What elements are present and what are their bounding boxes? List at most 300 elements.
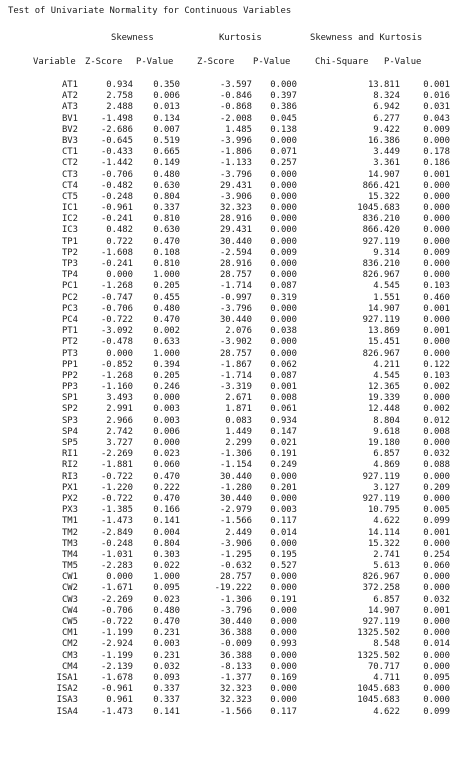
table-row [0,617,474,628]
kurtosis-pvalue-cell: 0.045 [270,113,297,124]
kurtosis-pvalue-cell: 0.000 [270,628,297,639]
skewness-pvalue-cell: 0.455 [153,292,180,303]
table-row [0,460,474,471]
kurtosis-pvalue-cell: 0.000 [270,617,297,627]
header-skewness-pvalue: P-Value [136,57,174,67]
kurtosis-pvalue-cell: 0.000 [270,583,297,594]
skewness-pvalue-cell: 0.630 [153,225,180,236]
chi-square-cell: 6.942 [373,102,400,113]
chi-square-cell: 15.322 [367,538,400,549]
chi-square-cell: 927.119 [362,314,400,325]
variable-cell: CT1 [61,147,78,158]
kurtosis-zscore-cell: -1.295 [219,549,252,560]
kurtosis-zscore-cell: -1.377 [219,672,252,683]
chi-square-cell: 826.967 [362,572,400,583]
kurtosis-zscore-cell: 2.076 [225,326,252,337]
chi-square-pvalue-cell: 0.000 [423,695,450,706]
kurtosis-zscore-cell: -1.306 [219,594,252,605]
chi-square-pvalue-cell: 0.005 [423,505,450,516]
table-row [0,248,474,259]
skewness-zscore-cell: -1.385 [100,505,133,516]
table-row [0,595,474,606]
variable-cell: ISA3 [56,695,78,706]
table-row [0,125,474,136]
kurtosis-pvalue-cell: 0.000 [270,169,297,180]
variable-cell: CM2 [61,639,78,650]
kurtosis-zscore-cell: 30.440 [219,471,252,482]
table-row [0,147,474,158]
kurtosis-zscore-cell: -1.714 [219,370,252,381]
kurtosis-pvalue-cell: 0.000 [270,695,297,706]
kurtosis-zscore-cell: 1.871 [225,404,252,415]
skewness-zscore-cell: 0.934 [106,80,133,90]
table-row [0,225,474,236]
skewness-pvalue-cell: 0.337 [153,695,180,706]
skewness-zscore-cell: -1.881 [100,460,133,471]
skewness-pvalue-cell: 0.141 [153,516,180,527]
table-row [0,684,474,695]
chi-square-cell: 19.339 [367,393,400,404]
skewness-pvalue-cell: 0.350 [153,80,180,90]
kurtosis-zscore-cell: -1.306 [219,449,252,460]
variable-cell: PX1 [61,482,78,493]
variable-cell: PC2 [61,292,78,303]
variable-cell: PC4 [61,314,78,325]
variable-cell: RI2 [61,460,78,471]
skewness-pvalue-cell: 0.004 [153,527,180,538]
table-row [0,550,474,561]
kurtosis-pvalue-cell: 0.201 [270,482,297,493]
skewness-pvalue-cell: 0.303 [153,549,180,560]
kurtosis-pvalue-cell: 0.319 [270,292,297,303]
variable-cell: PP2 [61,370,78,381]
header-kurtosis-zscore: Z-Score [197,57,235,67]
variable-cell: CW4 [61,605,78,616]
kurtosis-pvalue-cell: 0.386 [270,102,297,113]
table-row [0,516,474,527]
kurtosis-pvalue-cell: 0.000 [270,135,297,146]
chi-square-pvalue-cell: 0.000 [423,180,450,191]
kurtosis-zscore-cell: -0.846 [219,91,252,102]
chi-square-cell: 19.180 [367,438,400,448]
chi-square-pvalue-cell: 0.016 [423,91,450,102]
variable-cell: AT1 [61,80,78,90]
skewness-pvalue-cell: 0.630 [153,180,180,191]
table-row [0,80,474,91]
variable-cell: BV1 [61,113,78,124]
chi-square-pvalue-cell: 0.000 [423,236,450,247]
kurtosis-pvalue-cell: 0.257 [270,158,297,169]
skewness-zscore-cell: -0.706 [100,169,133,180]
kurtosis-pvalue-cell: 0.000 [270,270,297,281]
group-header-kurtosis: Kurtosis [219,33,262,43]
kurtosis-pvalue-cell: 0.117 [270,516,297,527]
kurtosis-pvalue-cell: 0.000 [270,650,297,661]
chi-square-pvalue-cell: 0.186 [423,158,450,169]
skewness-zscore-cell: -0.241 [100,259,133,269]
chi-square-cell: 14.907 [367,605,400,616]
chi-square-cell: 6.857 [373,594,400,605]
variable-cell: ISA4 [56,706,78,717]
variable-cell: PC3 [61,303,78,314]
kurtosis-pvalue-cell: 0.014 [270,527,297,538]
chi-square-cell: 15.322 [367,191,400,202]
kurtosis-pvalue-cell: 0.008 [270,393,297,404]
chi-square-cell: 8.324 [373,91,400,102]
variable-cell: PC1 [61,281,78,292]
kurtosis-zscore-cell: -19.222 [214,583,252,594]
chi-square-pvalue-cell: 0.000 [423,438,450,448]
chi-square-cell: 4.711 [373,672,400,683]
skewness-pvalue-cell: 1.000 [153,572,180,583]
skewness-zscore-cell: -3.092 [100,326,133,337]
kurtosis-zscore-cell: 29.431 [219,180,252,191]
chi-square-pvalue-cell: 0.031 [423,102,450,113]
kurtosis-zscore-cell: -3.319 [219,382,252,393]
chi-square-pvalue-cell: 0.032 [423,594,450,605]
kurtosis-zscore-cell: -1.714 [219,281,252,292]
variable-cell: CM4 [61,661,78,672]
skewness-zscore-cell: -2.269 [100,594,133,605]
kurtosis-zscore-cell: -0.868 [219,102,252,113]
kurtosis-zscore-cell: -0.009 [219,639,252,650]
kurtosis-zscore-cell: 28.757 [219,572,252,583]
table-row [0,416,474,427]
kurtosis-pvalue-cell: 0.249 [270,460,297,471]
chi-square-pvalue-cell: 0.122 [423,359,450,370]
skewness-zscore-cell: -0.248 [100,538,133,549]
chi-square-pvalue-cell: 0.000 [423,684,450,695]
table-row [0,102,474,113]
skewness-zscore-cell: 0.482 [106,225,133,236]
chi-square-cell: 836.210 [362,259,400,269]
chi-square-cell: 4.869 [373,460,400,471]
group-header-skewness-kurtosis: Skewness and Kurtosis [310,33,423,43]
table-row [0,181,474,192]
table-row [0,192,474,203]
chi-square-pvalue-cell: 0.000 [423,337,450,348]
chi-square-cell: 9.618 [373,426,400,437]
kurtosis-zscore-cell: -1.806 [219,147,252,158]
header-kurtosis-pvalue: P-Value [253,57,291,67]
table-row [0,326,474,337]
chi-square-pvalue-cell: 0.002 [423,382,450,393]
skewness-pvalue-cell: 0.470 [153,471,180,482]
chi-square-cell: 927.119 [362,493,400,504]
table-row [0,695,474,706]
kurtosis-zscore-cell: -2.594 [219,247,252,258]
skewness-zscore-cell: -1.498 [100,113,133,124]
chi-square-pvalue-cell: 0.000 [423,135,450,146]
table-row [0,539,474,550]
table-row [0,393,474,404]
chi-square-pvalue-cell: 0.000 [423,225,450,236]
skewness-zscore-cell: 2.991 [106,404,133,415]
table-row [0,203,474,214]
skewness-pvalue-cell: 0.519 [153,135,180,146]
kurtosis-pvalue-cell: 0.191 [270,594,297,605]
kurtosis-zscore-cell: -1.566 [219,706,252,717]
skewness-zscore-cell: -0.852 [100,359,133,370]
table-row [0,136,474,147]
skewness-pvalue-cell: 0.337 [153,203,180,214]
skewness-zscore-cell: -1.473 [100,706,133,717]
chi-square-pvalue-cell: 0.008 [423,426,450,437]
kurtosis-zscore-cell: 2.449 [225,527,252,538]
kurtosis-zscore-cell: -3.796 [219,605,252,616]
skewness-zscore-cell: 2.966 [106,415,133,426]
variable-cell: CT2 [61,158,78,169]
chi-square-cell: 14.114 [367,527,400,538]
header-chi-square: Chi-Square [315,57,369,67]
chi-square-pvalue-cell: 0.000 [423,583,450,594]
skewness-zscore-cell: -2.686 [100,124,133,135]
skewness-pvalue-cell: 0.810 [153,259,180,269]
chi-square-cell: 12.448 [367,404,400,415]
chi-square-pvalue-cell: 0.001 [423,527,450,538]
skewness-zscore-cell: -0.433 [100,147,133,158]
kurtosis-pvalue-cell: 0.527 [270,561,297,572]
variable-cell: BV2 [61,124,78,135]
variable-cell: SP5 [61,438,78,448]
kurtosis-pvalue-cell: 0.169 [270,672,297,683]
chi-square-pvalue-cell: 0.032 [423,449,450,460]
chi-square-cell: 5.613 [373,561,400,572]
chi-square-cell: 8.804 [373,415,400,426]
chi-square-pvalue-cell: 0.254 [423,549,450,560]
skewness-zscore-cell: -1.160 [100,382,133,393]
skewness-zscore-cell: -1.268 [100,370,133,381]
variable-cell: RI1 [61,449,78,460]
variable-cell: ISA2 [56,684,78,695]
table-row [0,315,474,326]
variable-cell: BV3 [61,135,78,146]
chi-square-pvalue-cell: 0.000 [423,203,450,214]
variable-cell: IC3 [61,225,78,236]
kurtosis-pvalue-cell: 0.000 [270,214,297,225]
table-row [0,91,474,102]
chi-square-cell: 15.451 [367,337,400,348]
skewness-zscore-cell: 0.000 [106,270,133,281]
skewness-pvalue-cell: 0.470 [153,493,180,504]
kurtosis-zscore-cell: 36.388 [219,628,252,639]
chi-square-cell: 4.211 [373,359,400,370]
skewness-pvalue-cell: 0.166 [153,505,180,516]
kurtosis-zscore-cell: 32.323 [219,203,252,214]
kurtosis-pvalue-cell: 0.087 [270,281,297,292]
table-row [0,639,474,650]
variable-cell: CW2 [61,583,78,594]
variable-cell: TP3 [61,259,78,269]
chi-square-pvalue-cell: 0.209 [423,482,450,493]
variable-cell: CW5 [61,617,78,627]
chi-square-pvalue-cell: 0.001 [423,169,450,180]
variable-cell: TP4 [61,270,78,281]
skewness-zscore-cell: 2.488 [106,102,133,113]
skewness-zscore-cell: -1.608 [100,247,133,258]
skewness-zscore-cell: -0.722 [100,617,133,627]
skewness-zscore-cell: -0.961 [100,684,133,695]
variable-cell: SP3 [61,415,78,426]
variable-cell: PT2 [61,337,78,348]
chi-square-cell: 4.622 [373,516,400,527]
skewness-pvalue-cell: 0.231 [153,650,180,661]
chi-square-cell: 14.907 [367,169,400,180]
kurtosis-pvalue-cell: 0.000 [270,538,297,549]
skewness-pvalue-cell: 0.480 [153,605,180,616]
kurtosis-zscore-cell: 28.916 [219,214,252,225]
table-row [0,528,474,539]
chi-square-pvalue-cell: 0.043 [423,113,450,124]
variable-cell: CM1 [61,628,78,639]
skewness-zscore-cell: -1.678 [100,672,133,683]
skewness-pvalue-cell: 0.149 [153,158,180,169]
kurtosis-zscore-cell: 30.440 [219,314,252,325]
chi-square-pvalue-cell: 0.001 [423,326,450,337]
chi-square-cell: 9.422 [373,124,400,135]
variable-cell: IC1 [61,203,78,214]
chi-square-cell: 1325.502 [357,628,400,639]
variable-cell: TM3 [61,538,78,549]
skewness-zscore-cell: -2.924 [100,639,133,650]
table-row [0,281,474,292]
kurtosis-pvalue-cell: 0.000 [270,348,297,359]
skewness-pvalue-cell: 0.022 [153,561,180,572]
kurtosis-pvalue-cell: 0.000 [270,337,297,348]
skewness-zscore-cell: -1.671 [100,583,133,594]
kurtosis-pvalue-cell: 0.993 [270,639,297,650]
skewness-zscore-cell: -2.849 [100,527,133,538]
chi-square-cell: 6.857 [373,449,400,460]
kurtosis-zscore-cell: 30.440 [219,493,252,504]
kurtosis-pvalue-cell: 0.001 [270,382,297,393]
kurtosis-pvalue-cell: 0.191 [270,449,297,460]
kurtosis-pvalue-cell: 0.071 [270,147,297,158]
chi-square-pvalue-cell: 0.178 [423,147,450,158]
chi-square-pvalue-cell: 0.000 [423,661,450,672]
table-row [0,572,474,583]
chi-square-pvalue-cell: 0.060 [423,561,450,572]
skewness-pvalue-cell: 0.231 [153,628,180,639]
variable-cell: ISA1 [56,672,78,683]
kurtosis-zscore-cell: 2.671 [225,393,252,404]
skewness-zscore-cell: -0.482 [100,180,133,191]
kurtosis-zscore-cell: 30.440 [219,617,252,627]
variable-cell: AT2 [61,91,78,102]
skewness-zscore-cell: 0.961 [106,695,133,706]
skewness-zscore-cell: -1.199 [100,628,133,639]
table-row [0,449,474,460]
table-row [0,371,474,382]
skewness-pvalue-cell: 0.000 [153,438,180,448]
chi-square-cell: 8.548 [373,639,400,650]
skewness-zscore-cell: 3.493 [106,393,133,404]
chi-square-pvalue-cell: 0.088 [423,460,450,471]
kurtosis-zscore-cell: -1.280 [219,482,252,493]
chi-square-pvalue-cell: 0.000 [423,493,450,504]
skewness-zscore-cell: -2.283 [100,561,133,572]
skewness-pvalue-cell: 0.006 [153,91,180,102]
kurtosis-pvalue-cell: 0.038 [270,326,297,337]
header-variable: Variable [33,57,76,67]
kurtosis-pvalue-cell: 0.009 [270,247,297,258]
kurtosis-zscore-cell: 28.757 [219,348,252,359]
chi-square-cell: 3.449 [373,147,400,158]
skewness-zscore-cell: -1.199 [100,650,133,661]
table-row [0,505,474,516]
table-row [0,214,474,225]
kurtosis-zscore-cell: -0.997 [219,292,252,303]
chi-square-cell: 4.622 [373,706,400,717]
table-row [0,404,474,415]
kurtosis-zscore-cell: 2.299 [225,438,252,448]
kurtosis-pvalue-cell: 0.000 [270,493,297,504]
chi-square-cell: 372.258 [362,583,400,594]
chi-square-cell: 927.119 [362,236,400,247]
chi-square-pvalue-cell: 0.000 [423,572,450,583]
kurtosis-zscore-cell: -1.154 [219,460,252,471]
kurtosis-pvalue-cell: 0.000 [270,303,297,314]
chi-square-cell: 927.119 [362,471,400,482]
kurtosis-zscore-cell: -3.597 [219,80,252,90]
variable-cell: RI3 [61,471,78,482]
chi-square-cell: 3.361 [373,158,400,169]
chi-square-cell: 12.365 [367,382,400,393]
skewness-pvalue-cell: 0.060 [153,460,180,471]
results-table [0,80,474,718]
chi-square-cell: 13.869 [367,326,400,337]
table-row [0,472,474,483]
skewness-zscore-cell: -0.722 [100,493,133,504]
chi-square-pvalue-cell: 0.001 [423,80,450,90]
skewness-zscore-cell: 0.722 [106,236,133,247]
skewness-pvalue-cell: 0.141 [153,706,180,717]
table-row [0,707,474,718]
kurtosis-zscore-cell: -3.796 [219,169,252,180]
skewness-pvalue-cell: 1.000 [153,348,180,359]
chi-square-pvalue-cell: 0.001 [423,303,450,314]
variable-cell: PX2 [61,493,78,504]
chi-square-cell: 927.119 [362,617,400,627]
variable-cell: PP1 [61,359,78,370]
chi-square-pvalue-cell: 0.001 [423,605,450,616]
chi-square-cell: 1045.683 [357,695,400,706]
kurtosis-zscore-cell: 1.449 [225,426,252,437]
table-row [0,237,474,248]
variable-cell: PX3 [61,505,78,516]
chi-square-cell: 13.811 [367,80,400,90]
skewness-pvalue-cell: 0.003 [153,404,180,415]
kurtosis-pvalue-cell: 0.000 [270,572,297,583]
table-row [0,349,474,360]
kurtosis-zscore-cell: -3.796 [219,303,252,314]
kurtosis-pvalue-cell: 0.000 [270,605,297,616]
chi-square-cell: 2.741 [373,549,400,560]
chi-square-pvalue-cell: 0.000 [423,348,450,359]
skewness-pvalue-cell: 0.000 [153,393,180,404]
kurtosis-zscore-cell: 28.916 [219,259,252,269]
variable-cell: SP1 [61,393,78,404]
kurtosis-pvalue-cell: 0.003 [270,505,297,516]
kurtosis-pvalue-cell: 0.195 [270,549,297,560]
kurtosis-pvalue-cell: 0.147 [270,426,297,437]
variable-cell: CT3 [61,169,78,180]
kurtosis-zscore-cell: -1.133 [219,158,252,169]
kurtosis-zscore-cell: -2.979 [219,505,252,516]
kurtosis-zscore-cell: -3.902 [219,337,252,348]
header-skewness-zscore: Z-Score [85,57,123,67]
kurtosis-zscore-cell: -3.906 [219,191,252,202]
